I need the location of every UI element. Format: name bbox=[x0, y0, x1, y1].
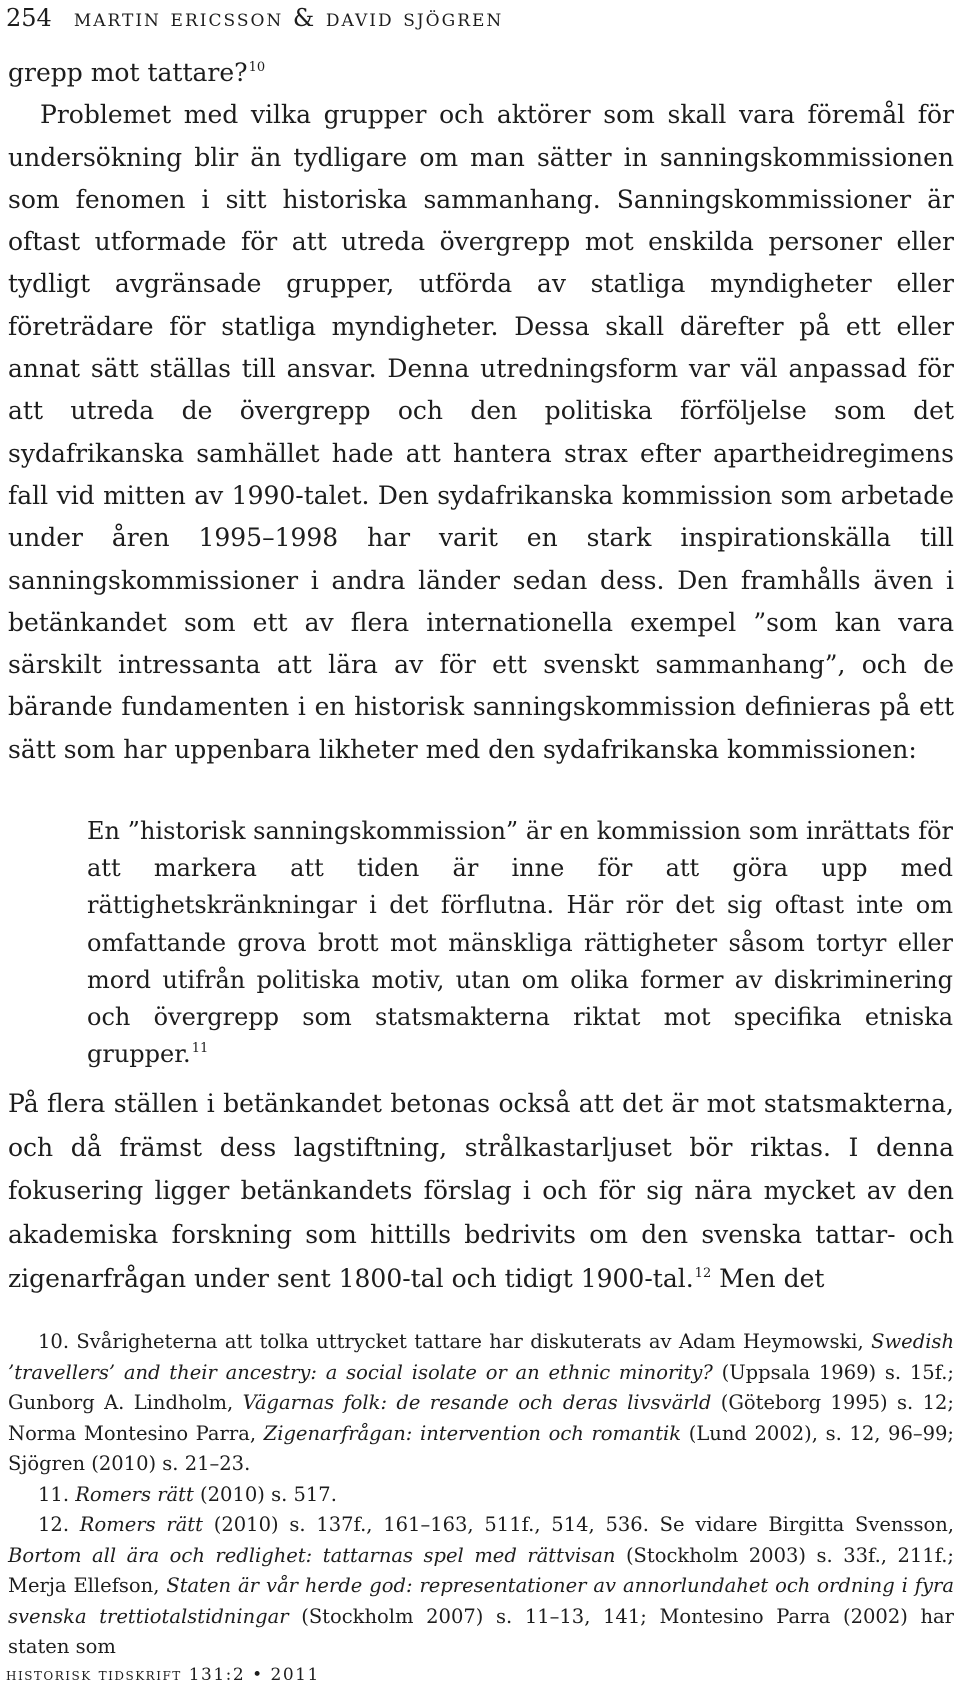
paragraph-after-quote-tail: Men det bbox=[711, 1263, 825, 1293]
footnote-11 bbox=[8, 1480, 954, 1511]
cited-title: Staten är vår herde god: representationer av annorlundahet och ordning i fyra svenska trettiotalstidningar bbox=[8, 1574, 954, 1628]
cited-title: Vägarnas folk: de resande och deras livsvärld bbox=[242, 1391, 712, 1414]
footnote-text: (Uppsala 1969) s. 15f.; Gunborg A. Lindholm, bbox=[8, 1360, 955, 1414]
footnote-text: (Stockholm 2003) s. 33f., 211f.; Merja Ellefson, bbox=[8, 1543, 954, 1597]
footnote-ref-10[interactable]: 10 bbox=[248, 60, 266, 75]
cited-title: Swedish ’travellers’ and their ancestry: a social isolate or an ethnic minority? bbox=[8, 1330, 954, 1384]
author-names: martin ericsson & david sjögren bbox=[73, 4, 504, 32]
paragraph-continued-text: grepp mot tattare? bbox=[8, 58, 248, 87]
main-text bbox=[8, 52, 954, 771]
paragraph-truth-commissions: Problemet med vilka grupper och aktörer som skall vara föremål för undersökning blir än tydligare om man sätter in sanningskommissionen som fenomen i sitt historiska sammanhang. Sanningskommissioner är oftast utformade för att utreda övergrepp mot enskilda personer eller tydligt avgränsade grupper, utförda av statliga myndigheter eller företrädare för statliga myndigheter. Dessa skall därefter på ett eller annat sätt ställas till ansvar. Denna utredningsform var väl anpassad för att utreda de övergrepp och den politiska förföljelse som det sydafrikanska samhället hade att hantera strax efter apartheidregimens fall vid mitten av 1990-talet. Den sydafrikanska kommission som arbetade under åren 1995–1998 har varit en stark inspirationskälla till sanningskommissioner i andra länder sedan dess. Den framhålls även i betänkandet som ett av flera internationella exempel ”som kan vara särskilt intressanta att lära av för ett svenskt sammanhang”, och de bärande fundamenten i en historisk sanningskommission definieras på ett sätt som har uppenbara likheter med den sydafrikanska kommissionen: bbox=[8, 100, 954, 764]
block-quote bbox=[87, 813, 953, 1073]
footnote-text: (Göteborg 1995) s. 12; Norma Montesino Parra, bbox=[8, 1391, 954, 1445]
footnote-number: 10. bbox=[38, 1330, 70, 1353]
footnote-number: 12. bbox=[38, 1513, 70, 1536]
footnote-text: (2010) s. 137f., 161–163, 511f., 514, 536. Se vidare Birgitta Svensson, bbox=[202, 1513, 954, 1536]
cited-title: Romers rätt bbox=[79, 1513, 203, 1536]
page-number: 254 bbox=[6, 4, 52, 32]
footnote-ref-12[interactable]: 12 bbox=[694, 1265, 712, 1281]
footnote-ref-11[interactable]: 11 bbox=[191, 1041, 209, 1057]
footnotes bbox=[8, 1327, 954, 1663]
running-head bbox=[6, 4, 503, 32]
footnote-text: (2010) s. 517. bbox=[193, 1482, 337, 1506]
footnote-text: Svårigheterna att tolka uttrycket tattare har diskuterats av Adam Heymowski, bbox=[69, 1330, 872, 1353]
block-quote-text: En ”historisk sanningskommission” är en kommission som inrättats för att markera att tiden är inne för att göra upp med rättighetskränkningar i det förflutna. Här rör det sig oftast inte om omfattande grova brott mot mänskliga rättigheter såsom tortyr eller mord utifrån politiska motiv, utan om olika former av diskriminering och övergrepp som statsmakterna riktat mot specifika etniska grupper. bbox=[87, 817, 953, 1069]
footnote-text: (Stockholm 2007) s. 11–13, 141; Montesino Parra (2002) har staten som bbox=[8, 1604, 954, 1658]
footnote-12 bbox=[8, 1510, 954, 1663]
cited-title: Bortom all ära och redlighet: tattarnas spel med rättvisan bbox=[8, 1543, 616, 1567]
footnote-text: (Lund 2002), s. 12, 96–99; Sjögren (2010) s. 21–23. bbox=[8, 1421, 954, 1475]
cited-title: Romers rätt bbox=[75, 1482, 194, 1506]
journal-footer: historisk tidskrift 131:2 • 2011 bbox=[6, 1665, 320, 1685]
cited-title: Zigenarfrågan: intervention och romantik bbox=[263, 1421, 682, 1445]
paragraph-continued bbox=[8, 52, 954, 94]
footnote-10 bbox=[8, 1327, 954, 1480]
paragraph-after-quote bbox=[8, 1082, 954, 1301]
paragraph-after-quote-text: På flera ställen i betänkandet betonas också att det är mot statsmakterna, och då främst dess lagstiftning, strålkastarljuset bör riktas. I denna fokusering ligger betänkandets förslag i och för sig nära mycket av den akademiska forskning som hittills bedrivits om den svenska tattar- och zigenarfrågan under sent 1800-tal och tidigt 1900-tal. bbox=[8, 1089, 954, 1293]
footnote-number: 11. bbox=[38, 1482, 70, 1506]
